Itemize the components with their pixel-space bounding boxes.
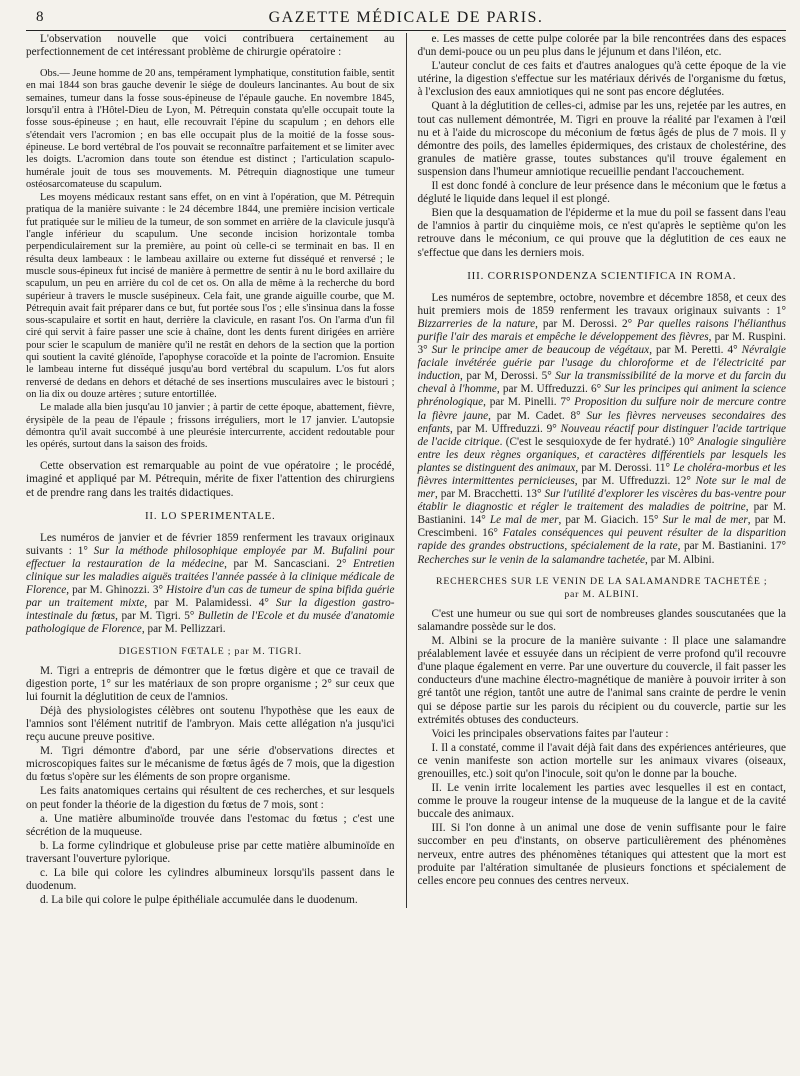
list-item: e. Les masses de cette pulpe colorée par la bile rencontrées dans des espaces d'un demi-pouce ou un peu plus dans le jéjunum et dans l'iléon, etc. (417, 33, 786, 59)
paragraph: Les faits anatomiques certains qui résultent de ces recherches, et sur lesquels on peut fonder la théorie de la digestion du fœtus de 7 mois, sont : (26, 785, 395, 811)
paragraph: Les numéros de janvier et de février 1859 renferment les travaux originaux suivants : 1° Sur la méthode philosophique employée par M. Bufalini pour effectuer la restauration de la médecine, par M. Sancasciani. 2° Entretien clinique sur les maladies aiguës traitées l'année passée à la clinique médicale de Florence, par M. Ghinozzi. 3° Histoire d'un cas de tumeur de spina bifida guérie par un traitement mixte, par M. Palamidessi. 4° Sur la digestion gastro-intestinale du fœtus, par M. Tigri. 5° Bulletin de l'Ecole et du musée d'anatomie pathologique de Florence, par M. Pellizzari. (26, 531, 395, 636)
paragraph: II. Le venin irrite localement les parties avec lesquelles il est en contact, comme le prouve la rougeur intense de la muqueuse de la langue et de la cavité buccale des animaux. (417, 782, 786, 821)
header-rule (26, 30, 786, 31)
article-heading: DIGESTION FŒTALE ; par M. TIGRI. (118, 645, 302, 657)
paragraph: I. Il a constaté, comme il l'avait déjà fait dans des expériences antérieures, que ce venin manifeste son action mortelle sur les animaux vivares (oiseaux, grenouilles, etc.) soit qu'on l'inocule, soit qu'on le donne par la bouche. (417, 741, 786, 780)
paragraph: C'est une humeur ou sue qui sort de nombreuses glandes souscutanées que la salamandre possède sur le dos. (417, 607, 786, 633)
paragraph: Quant à la déglutition de celles-ci, admise par les uns, rejetée par les autres, en tout cas nullement démontrée, M. Tigri en prouve la réalité par l'examen à l'œil nu et à l'aide du microscope du méconium de fœtus âgés de plus de 7 mois. Il y démontre des poils, des lamelles épidermiques, des cristaux de cholestérine, des granules de matière grasse, toutes substances qu'il trouve également en suspension dans l'humeur amniotique recueillie pendant l'accouchement. (417, 100, 786, 178)
paragraph: Il est donc fondé à conclure de leur présence dans le méconium que le fœtus a dégluté le liquide dans lequel il est plongé. (417, 180, 786, 206)
paragraph: Cette observation est remarquable au point de vue opératoire ; le procédé, imaginé et appliqué par M. Pétrequin, mérite de fixer l'attention des chirurgiens et de prendre rang dans les traités didactiques. (26, 460, 395, 499)
paragraph: M. Tigri démontre d'abord, par une série d'observations directes et microscopiques faites sur le mécanisme de fœtus âgés de 7 mois, que la digestion du fœtus s'opère sur les éléments de son propre organisme. (26, 745, 395, 784)
paragraph: Déjà des physiologistes célèbres ont soutenu l'hypothèse que les eaux de l'amnios sont l'élément nutritif de l'ambryon. Mais cette allégation n'a jusqu'ici reçu aucune preuve positive. (26, 704, 395, 744)
article-author: par M. ALBINI. (564, 588, 640, 600)
article-heading: RECHERCHES SUR LE VENIN DE LA SALAMANDRE TACHETÉE ; (436, 575, 768, 587)
right-column (406, 33, 787, 908)
running-title: GAZETTE MÉDICALE DE PARIS. (268, 9, 544, 26)
list-item: d. La bile qui colore le pulpe épithéliale accumulée dans le duodenum. (40, 894, 358, 907)
left-column (26, 33, 406, 908)
page-header (26, 6, 786, 28)
paragraph: Les numéros de septembre, octobre, novembre et décembre 1858, et ceux des huit premiers mois de 1859 renferment les travaux originaux suivants : 1° Bizzarreries de la nature, par M. Derossi. 2° Par quelles raisons l'hélianthus purifie l'air des marais et empêche le développement des fièvres, par M. Ruspini. 3° Sur le principe amer de beaucoup de végétaux, par M. Peretti. 4° Névralgie faciale invétérée guérie par l'usage du chloroforme et de l'électricité par induction, par M, Derossi. 5° Sur la transmissibilité de la morve et du farcin du cheval à l'homme, par M. Uffreduzzi. 6° Sur les principes qui animent la science phrénologique, par M. Pinelli. 7° Proposition du sulfure noir de mercure contre la fièvre jaune, par M. Cadet. 8° Sur les fièvres nerveuses secondaires des enfants, par M. Uffreduzzi. 9° Nouveau réactif pour distinguer l'acide tartrique de l'acide citrique. (C'est le sesquioxyde de fer hydraté.) 10° Analogie singulière entre les deux règnes organiques, et caractères différentiels par lesquels les plantes se distinguent des animaux, par M. Derossi. 11° Le choléra-morbus et les fièvres intermittentes pernicieuses, par M. Uffreduzzi. 12° Note sur le mal de mer, par M. Bracchetti. 13° Sur l'utilité d'explorer les viscères du bas-ventre pour établir le diagnostic et régler le traitement des maladies de poitrine, par M. Bastianini. 14° Le mal de mer, par M. Giacich. 15° Sur le mal de mer, par M. Crescimbeni. 16° Fatales conséquences qui peuvent résulter de la disparition rapide des grandes obstructions, spécialement de la rate, par M. Bastianini. 17° Recherches sur le venin de la salamandre tachetée, par M. Albini. (417, 291, 787, 566)
paragraph: Bien que la desquamation de l'épiderme et la mue du poil se fassent dans l'eau de l'amnios à partir du cinquième mois, ce n'est qu'après le septième qu'on les retrouve dans le méconium, ce qui prouve que la déglutition de ces eaux ne s'effectue que dans les derniers mois. (417, 207, 786, 259)
observation-paragraph: Le malade alla bien jusqu'au 10 janvier ; à partir de cette époque, abattement, fièvre, érysipèle de la peau de l'épaule ; frissons irréguliers, mort le 17 janvier. L'autopsie démontra qu'il avait succombé à une pleurésie intercurrente, accident redoutable pour les opérés, surtout dans la saison des froids. (26, 402, 395, 451)
paragraph: L'observation nouvelle que voici contribuera certainement au perfectionnement de cet intéressant problème de chirurgie opératoire : (26, 33, 395, 59)
section-heading: II. LO SPERIMENTALE. (144, 509, 276, 522)
page-number: 8 (36, 9, 44, 25)
observation-paragraph: Les moyens médicaux restant sans effet, on en vint à l'opération, que M. Pétrequin pratiqua de la manière suivante : le 24 décembre 1844, une première incision verticale fut pratiquée sur le milieu de la tumeur, de son sommet en arrière de la clavicule jusqu'à l'angle inférieur du scapulum. Une seconde incision horizontale tomba perpendiculairement sur la première, au point où celle-ci se terminait en bas. Il en résulta deux lambeaux : le lambeau axillaire ou externe fut disséqué et renversé ; le muscle sous-épineux fut incisé de manière à permettre de sentir à nu le bord axillaire du scapulum, un peu en arrière du col de cet os. On alla de même à la recherche du bord supérieur à travers le muscle susépineux. Cela fait, une grande aiguille courbe, que M. Pétrequin avait fait préparer dans ce but, fut portée sous l'os ; elle s'insinua dans la fosse sous-scapulaire et sortit en haut, derrière la clavicule, en rasant l'os. On l'arma d'un fil ciré qui servit à faire passer une scie à chaîne, dont les dents furent dirigées en arrière pour scier le scapulum de manière qu'il ne restât en dehors de la section que la portion qui soutient la cavité glénoïde, l'apophyse coracoïde et la pointe de l'acromion. Ensuite le lambeau interne fut disséqué jusqu'au bord vertébral du scapulum. L'os fut alors renversé de dedans en dehors et détaché de ses insertions musculaires avec le bistouri ; on lia dix ou douze artères ; suture entortillée. (26, 192, 395, 400)
paragraph: Voici les principales observations faites par l'auteur : (431, 727, 669, 740)
paragraph: L'auteur conclut de ces faits et d'autres analogues qu'à cette époque de la vie utérine, la digestion s'effectue sur les matériaux dérivés de l'organisme du fœtus, à l'exclusion des eaux amniotiques qui ne sont pas encore déglutées. (417, 60, 786, 99)
list-item: c. La bile qui colore les cylindres albumineux lorsqu'ils passent dans le duodenum. (26, 867, 395, 893)
list-item: a. Une matière albuminoïde trouvée dans l'estomac du fœtus ; c'est une sécrétion de la muqueuse. (26, 812, 395, 838)
paragraph: III. Si l'on donne à un animal une dose de venin suffisante pour le faire succomber en peu d'instants, on observe particulièrement des phénomènes nerveux, entre autres des phénomènes tétaniques qui attestent que la mort est produite par l'altération simultanée de plusieurs fonctions et spécialement de celles encore peu connues des centres nerveux. (417, 822, 786, 887)
paragraph: M. Albini se la procure de la manière suivante : Il place une salamandre préalablement lavée et essuyée dans un récipient de verre profond qu'il recouvre d'une plaque également en verre. Par une ouverture du couvercle, il fait passer les conducteurs d'une machine électro-magnétique de manière à pouvoir irriter à son gré tantôt une région, tantôt une autre de l'animal sans crainte de perdre le venin qui se dépose partie sur les parois du récipient ou du couvercle, partie sur les extrémités obtuses des conducteurs. (417, 635, 786, 726)
list-item: b. La forme cylindrique et globuleuse prise par cette matière albuminoïde en traversant l'ouverture pylorique. (26, 839, 395, 865)
observation-paragraph: Obs.— Jeune homme de 20 ans, tempérament lymphatique, constitution faible, sentit en mai 1844 son bras gauche devenir le siége de douleurs lancinantes. Au bout de six semaines, tumeur dans la fosse sous-épineuse de l'épaule gauche. En novembre 1845, lorsqu'il entra à l'Hôtel-Dieu de Lyon, M. Pétrequin constata qu'elle occupait toute la fosse sous-épineuse ; en haut, elle recouvrait l'épine du scapulum ; en dehors elle s'étendait vers l'acromion ; en bas elle occupait plus de la moitié de la fosse sous-épineuse. Le bord vertébral de l'os pouvait se reconnaître parfaitement et se limiter avec les doigts. L'acromion dans toute son étendue est distinct ; l'articulation scapulo-humérale jouit de tous ses mouvements. M. Pétrequin diagnostique une tumeur ostéosarcomateuse du scapulum. (26, 68, 395, 190)
columns (26, 33, 786, 908)
section-heading: III. CORRISPONDENZA SCIENTIFICA IN ROMA. (467, 269, 737, 282)
paragraph: M. Tigri a entrepris de démontrer que le fœtus digère et que ce travail de digestion porte, 1° sur les matériaux de son propre organisme ; 2° sur ceux que lui fournit la déglutition de ceux de l'amnios. (26, 664, 395, 703)
